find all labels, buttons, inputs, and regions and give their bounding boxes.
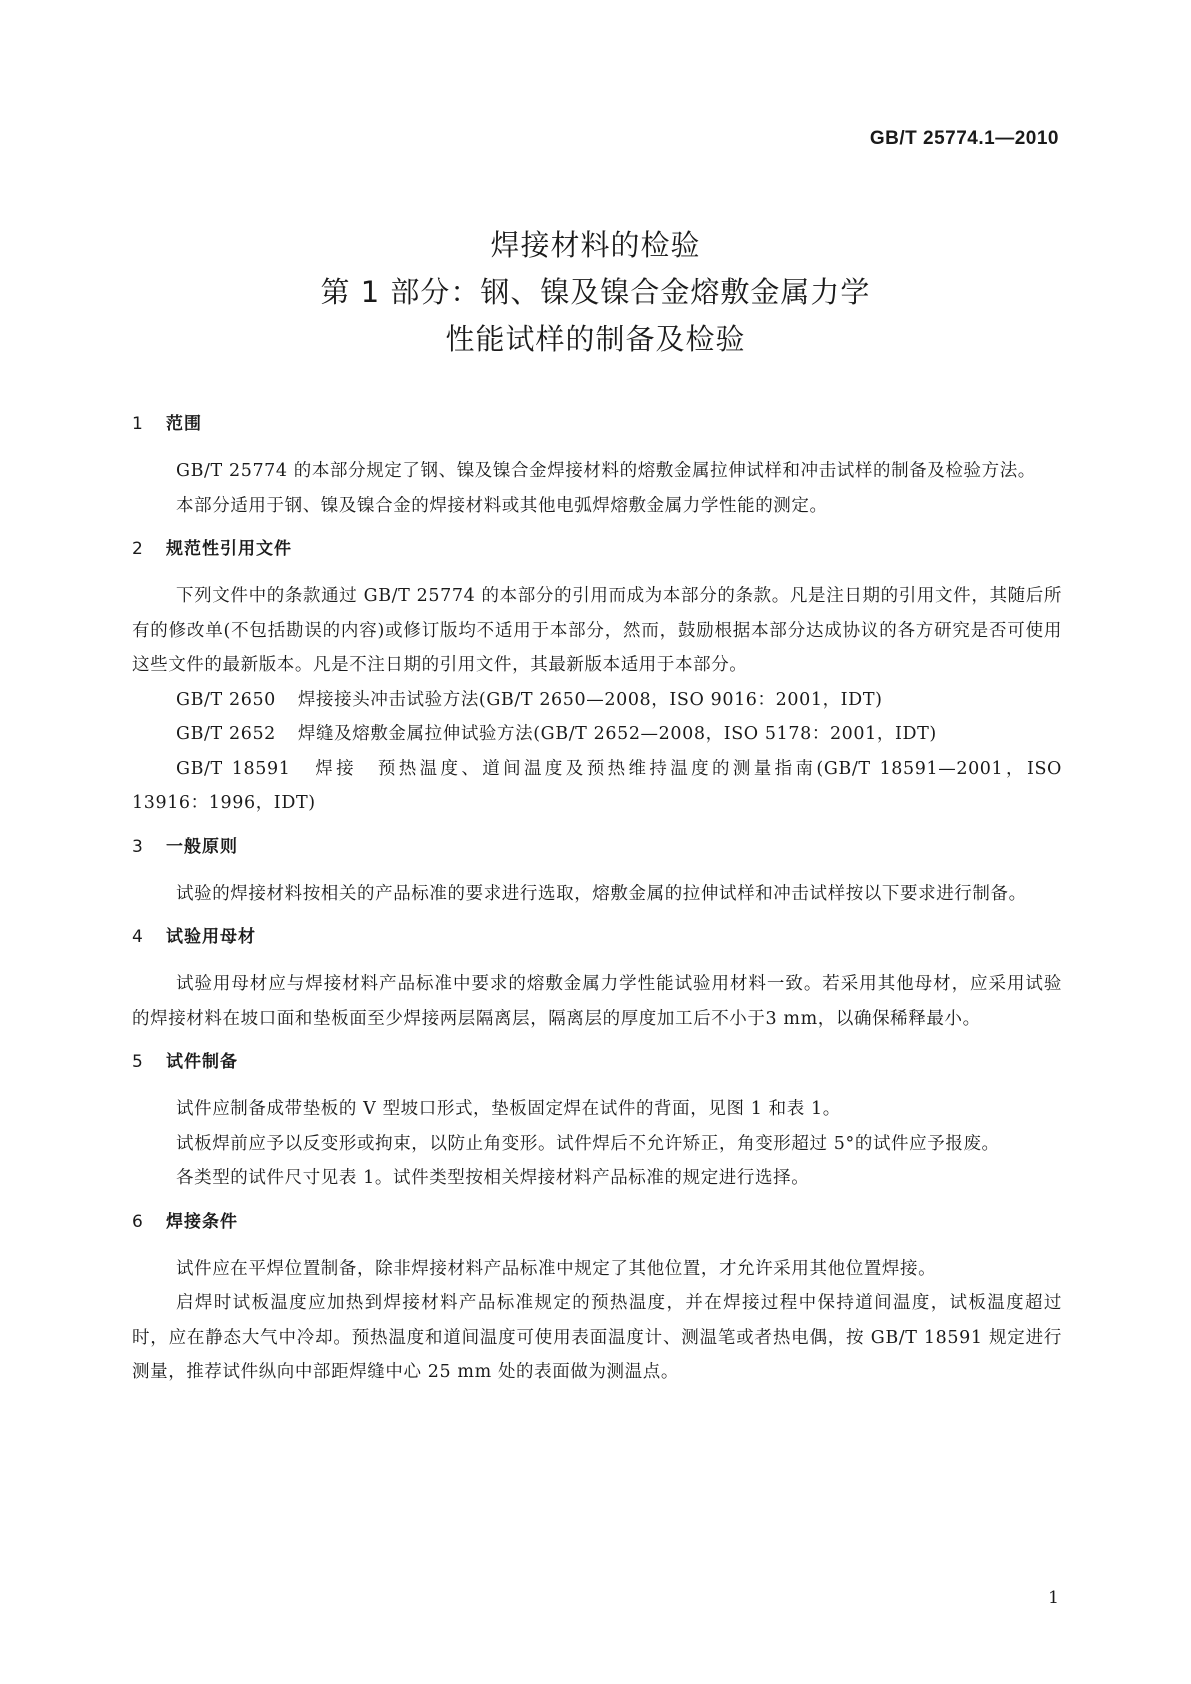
paragraph: 试件应在平焊位置制备，除非焊接材料产品标准中规定了其他位置，才允许采用其他位置焊接。 bbox=[176, 1258, 937, 1279]
section-number: 4 bbox=[132, 927, 144, 947]
paragraph: 试验用母材应与焊接材料产品标准中要求的熔敷金属力学性能试验用材料一致。若采用其他母材，应采用试验的焊接材料在坡口面和垫板面至少焊接两层隔离层，隔离层的厚度加工后不小于3 mm，以确保稀释最小。 bbox=[132, 974, 1062, 1029]
standard-code: GB/T 25774.1—2010 bbox=[869, 128, 1059, 149]
section-heading bbox=[132, 412, 1062, 436]
paragraph: 各类型的试件尺寸见表 1。试件类型按相关焊接材料产品标准的规定进行选择。 bbox=[176, 1168, 810, 1188]
paragraph: 下列文件中的条款通过 GB/T 25774 的本部分的引用而成为本部分的条款。凡是注日期的引用文件，其随后所有的修改单(不包括勘误的内容)或修订版均不适用于本部分，然而，鼓励根据本部分达成协议的各方研究是否可使用这些文件的最新版本。凡是不注日期的引用文件，其最新版本适用于本部分。 bbox=[132, 586, 1062, 675]
title-line-2: 第 1 部分：钢、镍及镍合金熔敷金属力学 bbox=[320, 275, 871, 309]
paragraph: 试板焊前应予以反变形或拘束，以防止角变形。试件焊后不允许矫正，角变形超过 5°的试件应予报废。 bbox=[176, 1133, 1000, 1154]
section-title: 试验用母材 bbox=[166, 927, 256, 947]
paragraph: 试验的焊接材料按相关的产品标准的要求进行选取，熔敷金属的拉伸试样和冲击试样按以下要求进行制备。 bbox=[176, 883, 1027, 904]
paragraph: 试件应制备成带垫板的 V 型坡口形式，垫板固定焊在试件的背面，见图 1 和表 1。 bbox=[176, 1099, 841, 1119]
section-title: 范围 bbox=[166, 414, 202, 434]
reference-item bbox=[132, 752, 1062, 821]
section-normative-references bbox=[132, 537, 1062, 821]
section-title: 一般原则 bbox=[166, 836, 238, 857]
section-number: 1 bbox=[132, 414, 144, 434]
section-base-material bbox=[132, 925, 1062, 1036]
section-title: 规范性引用文件 bbox=[166, 539, 292, 559]
section-number: 2 bbox=[132, 539, 144, 559]
section-number: 3 bbox=[132, 836, 144, 857]
section-title: 焊接条件 bbox=[166, 1211, 238, 1232]
section-scope bbox=[132, 412, 1062, 523]
section-specimen-preparation bbox=[132, 1050, 1062, 1196]
reference-title: 焊接接头冲击试验方法(GB/T 2650—2008，ISO 9016：2001，IDT) bbox=[297, 689, 883, 710]
section-number: 5 bbox=[132, 1052, 144, 1072]
reference-code: GB/T 2650 bbox=[176, 689, 276, 710]
document-body bbox=[132, 412, 1062, 1404]
reference-title: 焊缝及熔敷金属拉伸试验方法(GB/T 2652—2008，ISO 5178：2001，IDT) bbox=[297, 724, 937, 744]
reference-item bbox=[132, 683, 1062, 718]
reference-code: GB/T 2652 bbox=[176, 724, 276, 744]
section-heading bbox=[132, 1050, 1062, 1074]
reference-title: 焊接 预热温度、道间温度及预热维持温度的测量指南(GB/T 18591—2001，ISO 13916：1996，IDT) bbox=[132, 758, 1062, 813]
reference-code: GB/T 18591 bbox=[176, 758, 291, 779]
section-heading bbox=[132, 1210, 1062, 1234]
section-welding-conditions bbox=[132, 1210, 1062, 1390]
paragraph: GB/T 25774 的本部分规定了钢、镍及镍合金焊接材料的熔敷金属拉伸试样和冲击试样的制备及检验方法。 bbox=[176, 461, 1036, 481]
paragraph: 启焊时试板温度应加热到焊接材料产品标准规定的预热温度，并在焊接过程中保持道间温度，试板温度超过时，应在静态大气中冷却。预热温度和道间温度可使用表面温度计、测温笔或者热电偶，按 GB/T 18591 规定进行测量，推荐试件纵向中部距焊缝中心 25 mm 处的表面做为测温点。 bbox=[132, 1293, 1062, 1382]
paragraph: 本部分适用于钢、镍及镍合金的焊接材料或其他电弧焊熔敷金属力学性能的测定。 bbox=[176, 495, 828, 516]
section-heading bbox=[132, 925, 1062, 949]
title-line-1: 焊接材料的检验 bbox=[490, 228, 701, 262]
section-heading bbox=[132, 835, 1062, 859]
title-line-3: 性能试样的制备及检验 bbox=[445, 322, 746, 356]
document-title bbox=[0, 222, 1191, 363]
section-heading bbox=[132, 537, 1062, 561]
section-general-principles bbox=[132, 835, 1062, 912]
section-number: 6 bbox=[132, 1211, 144, 1232]
reference-item bbox=[132, 717, 1062, 752]
section-title: 试件制备 bbox=[166, 1052, 238, 1072]
page-number: 1 bbox=[1048, 1588, 1059, 1608]
